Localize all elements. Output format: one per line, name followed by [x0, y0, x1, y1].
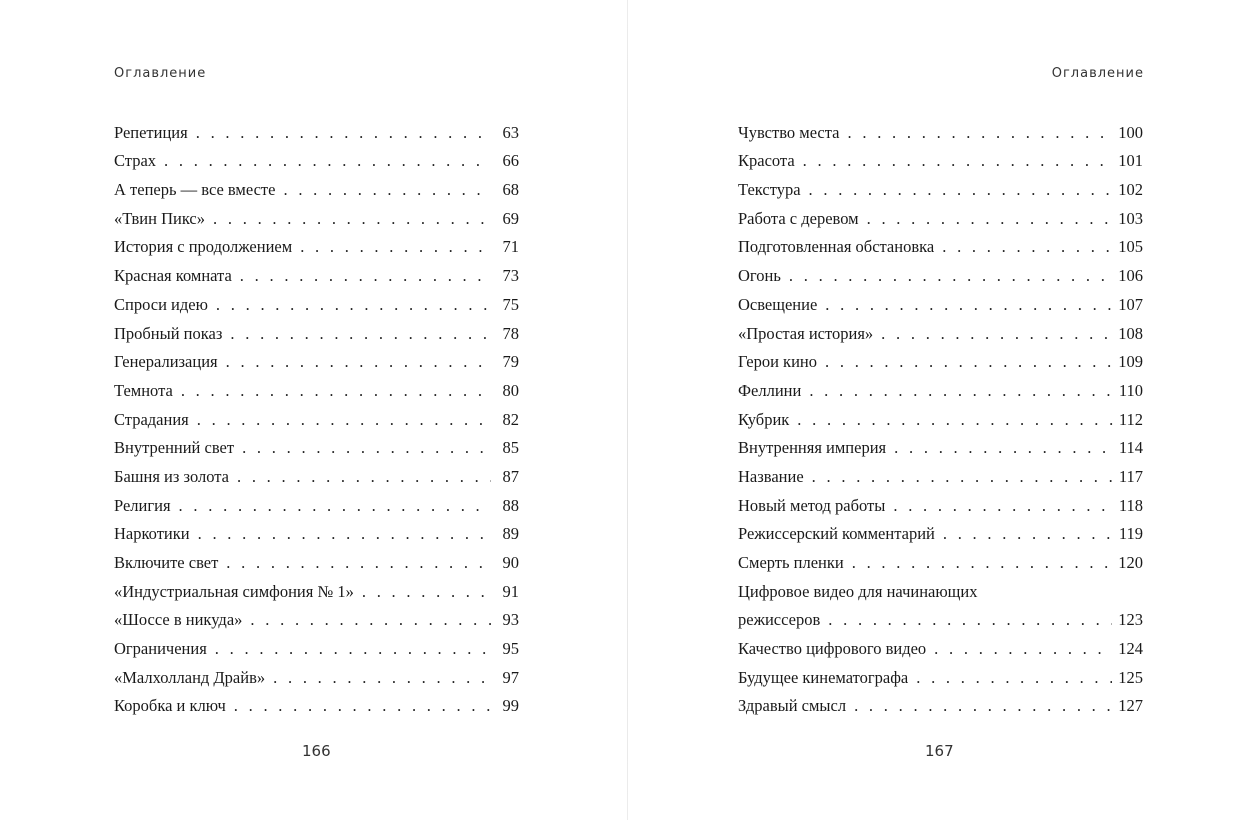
- dot-leader: [242, 438, 491, 458]
- toc-entry-page: 100: [1118, 122, 1143, 142]
- dot-leader: [881, 324, 1112, 344]
- dot-leader: [179, 496, 491, 516]
- dot-leader: [234, 696, 491, 716]
- dot-leader: [894, 438, 1113, 458]
- toc-entry-title: Репетиция: [114, 122, 188, 142]
- dot-leader: [216, 295, 491, 315]
- toc-entry-page: 109: [1118, 352, 1143, 372]
- toc-entry-title: Освещение: [738, 294, 818, 314]
- toc-entry[interactable]: [114, 143, 519, 172]
- toc-entry-page: 79: [502, 352, 519, 372]
- toc-entry-page: 106: [1118, 266, 1143, 286]
- toc-entry-title: «Шоссе в никуда»: [114, 610, 243, 630]
- toc-entry-page: 71: [502, 237, 519, 257]
- toc-entry-title: Смерть пленки: [738, 553, 844, 572]
- toc-entry-page: 114: [1118, 438, 1143, 458]
- toc-entry-title: Чувство места: [738, 122, 840, 142]
- toc-entry-page: 68: [502, 180, 519, 200]
- toc-entry-page: 103: [1118, 208, 1143, 228]
- toc-entry-page: 118: [1118, 495, 1143, 515]
- dot-leader: [215, 639, 491, 659]
- toc-entry[interactable]: [738, 286, 1143, 315]
- dot-leader: [943, 524, 1113, 544]
- toc-entry-page: 127: [1118, 696, 1143, 716]
- toc-entry-title: Коробка и ключ: [114, 696, 226, 716]
- toc-entry-page: 120: [1118, 553, 1143, 572]
- toc-entry[interactable]: [738, 688, 1143, 717]
- dot-leader: [852, 553, 1113, 573]
- toc-entry-title: История с продолжением: [114, 237, 293, 257]
- toc-entry-page: 101: [1118, 151, 1143, 171]
- toc-entry-title: Режиссерский комментарий: [738, 524, 935, 544]
- dot-leader: [893, 496, 1113, 516]
- toc-entry-title: Спроси идею: [114, 294, 208, 314]
- dot-leader: [240, 266, 491, 286]
- dot-leader: [197, 410, 491, 430]
- toc-entry-title: Герои кино: [738, 352, 817, 372]
- toc-entry[interactable]: [114, 659, 519, 688]
- toc-entry[interactable]: [738, 573, 1143, 630]
- toc-entry-title: Башня из золота: [114, 466, 229, 486]
- toc-entry[interactable]: [114, 544, 519, 573]
- toc-entry-page: 66: [502, 151, 519, 171]
- toc-entry[interactable]: [114, 200, 519, 229]
- toc-entry-page: 78: [502, 323, 519, 343]
- toc-entry[interactable]: [114, 487, 519, 516]
- toc-entry-page: 75: [502, 294, 519, 314]
- toc-entry-page: 124: [1118, 639, 1143, 659]
- toc-entry-page: 117: [1118, 466, 1143, 486]
- toc-entry-page: 90: [502, 553, 519, 572]
- dot-leader: [825, 295, 1112, 315]
- toc-entry-title: Религия: [114, 495, 171, 515]
- toc-entry[interactable]: [738, 114, 1143, 143]
- toc-entry-page: 112: [1118, 409, 1143, 429]
- toc-entry[interactable]: [114, 458, 519, 487]
- toc-entry-page: 105: [1118, 237, 1143, 257]
- running-head: Оглавление: [1051, 66, 1144, 81]
- toc-entry-page: 80: [502, 380, 519, 400]
- dot-leader: [848, 123, 1113, 143]
- toc-entry-title-continued: режиссеров: [738, 610, 821, 630]
- toc-entry-title: Генерализация: [114, 352, 218, 372]
- toc-entry-page: 123: [1118, 610, 1143, 630]
- toc-entry[interactable]: [738, 487, 1143, 516]
- toc-entry-title: Работа с деревом: [738, 208, 859, 228]
- dot-leader: [362, 582, 491, 602]
- dot-leader: [250, 610, 491, 630]
- toc-entry[interactable]: [738, 630, 1143, 659]
- toc-entry-title: Включите свет: [114, 553, 219, 572]
- toc-entry-title: Кубрик: [738, 409, 790, 429]
- toc-entry-page: 63: [502, 122, 519, 142]
- dot-leader: [789, 266, 1112, 286]
- dot-leader: [198, 524, 491, 544]
- toc-entry-page: 102: [1118, 180, 1143, 200]
- dot-leader: [237, 467, 491, 487]
- toc-entry[interactable]: [738, 458, 1143, 487]
- toc-entry[interactable]: [114, 171, 519, 200]
- page-number: 166: [302, 742, 331, 760]
- toc-entry[interactable]: [738, 200, 1143, 229]
- toc-entry-title: «Индустриальная симфония № 1»: [114, 581, 354, 601]
- toc-entry-page: 87: [502, 466, 519, 486]
- dot-leader: [226, 352, 491, 372]
- toc-entry[interactable]: [114, 344, 519, 373]
- dot-leader: [809, 180, 1113, 200]
- toc-entry-page: 91: [502, 581, 519, 601]
- dot-leader: [797, 410, 1113, 430]
- toc-entry-line2: [738, 610, 1143, 630]
- toc-entry[interactable]: [738, 143, 1143, 172]
- toc-entry-page: 97: [502, 667, 519, 687]
- dot-leader: [916, 668, 1112, 688]
- toc-entry-page: 85: [502, 438, 519, 458]
- dot-leader: [181, 381, 491, 401]
- toc-entry[interactable]: [114, 688, 519, 717]
- toc-entry[interactable]: [738, 401, 1143, 430]
- toc-entry-title: Страдания: [114, 409, 189, 429]
- toc-entry-title: Будущее кинематографа: [738, 667, 909, 687]
- toc-entry-page: 110: [1118, 380, 1143, 400]
- toc-entry-title: Новый метод работы: [738, 495, 886, 515]
- page-number: 167: [925, 742, 954, 760]
- toc-entry-title: Ограничения: [114, 639, 207, 659]
- dot-leader: [226, 553, 491, 573]
- dot-leader: [812, 467, 1113, 487]
- toc-entry-page: 73: [502, 266, 519, 286]
- dot-leader: [934, 639, 1112, 659]
- toc-entry[interactable]: [114, 401, 519, 430]
- toc-entry-page: 93: [502, 610, 519, 630]
- toc-entry-title: А теперь — все вместе: [114, 180, 276, 200]
- toc-entry[interactable]: [738, 372, 1143, 401]
- toc-entry-title: Качество цифрового видео: [738, 639, 927, 659]
- dot-leader: [867, 209, 1113, 229]
- toc-entry[interactable]: [114, 229, 519, 258]
- running-head: Оглавление: [114, 66, 207, 81]
- toc-entry-title: Подготовленная обстановка: [738, 237, 935, 257]
- toc-entry-title: «Малхолланд Драйв»: [114, 667, 266, 687]
- toc-entry[interactable]: [738, 516, 1143, 545]
- dot-leader: [283, 180, 491, 200]
- dot-leader: [803, 151, 1113, 171]
- toc-entry[interactable]: [114, 516, 519, 545]
- toc-entry-title: Страх: [114, 151, 157, 171]
- toc-entry[interactable]: [114, 372, 519, 401]
- toc-entry-title: Пробный показ: [114, 323, 223, 343]
- dot-leader: [230, 324, 491, 344]
- dot-leader: [213, 209, 491, 229]
- toc-entry[interactable]: [114, 630, 519, 659]
- dot-leader: [854, 696, 1112, 716]
- toc-entry-title: Темнота: [114, 380, 173, 400]
- toc-entry[interactable]: [738, 257, 1143, 286]
- toc-entry[interactable]: [114, 114, 519, 143]
- toc-entry-title: Феллини: [738, 380, 802, 400]
- toc-entry-title: «Твин Пикс»: [114, 208, 206, 228]
- toc-entry[interactable]: [738, 659, 1143, 688]
- toc-entry[interactable]: [114, 315, 519, 344]
- toc-entry[interactable]: [114, 257, 519, 286]
- toc-entry-title: Название: [738, 466, 804, 486]
- toc-entry-page: 119: [1118, 524, 1143, 544]
- toc-entry[interactable]: [114, 286, 519, 315]
- toc-entry-title: Внутренний свет: [114, 438, 235, 458]
- dot-leader: [942, 237, 1112, 257]
- dot-leader: [273, 668, 491, 688]
- dot-leader: [300, 237, 491, 257]
- dot-leader: [809, 381, 1113, 401]
- toc-entry-title: Цифровое видео для начинающих: [738, 582, 978, 602]
- toc-entry-page: 88: [502, 495, 519, 515]
- toc-entry-page: 89: [502, 524, 519, 544]
- dot-leader: [828, 610, 1112, 630]
- toc-entry[interactable]: [114, 573, 519, 602]
- table-of-contents: [738, 114, 1143, 716]
- right-page: [628, 0, 1250, 820]
- toc-entry-page: 95: [502, 639, 519, 659]
- toc-entry-title: «Простая история»: [738, 323, 874, 343]
- toc-entry-page: 99: [502, 696, 519, 716]
- toc-entry[interactable]: [738, 344, 1143, 373]
- toc-entry[interactable]: [738, 315, 1143, 344]
- toc-entry-title: Красная комната: [114, 266, 232, 286]
- toc-entry-title: Наркотики: [114, 524, 190, 544]
- toc-entry-page: 108: [1118, 323, 1143, 343]
- toc-entry[interactable]: [738, 430, 1143, 459]
- toc-entry-title: Текстура: [738, 180, 801, 200]
- toc-entry-title: Огонь: [738, 266, 781, 286]
- toc-entry[interactable]: [114, 430, 519, 459]
- dot-leader: [825, 352, 1112, 372]
- toc-entry-page: 82: [502, 409, 519, 429]
- toc-entry[interactable]: [738, 544, 1143, 573]
- toc-entry-title: Внутренняя империя: [738, 438, 887, 458]
- toc-entry[interactable]: [738, 229, 1143, 258]
- toc-entry[interactable]: [738, 171, 1143, 200]
- dot-leader: [164, 151, 491, 171]
- toc-entry-title: Здравый смысл: [738, 696, 847, 716]
- toc-entry-page: 69: [502, 208, 519, 228]
- dot-leader: [196, 123, 491, 143]
- toc-entry-page: 125: [1118, 667, 1143, 687]
- table-of-contents: [114, 114, 519, 716]
- toc-entry[interactable]: [114, 602, 519, 631]
- toc-entry-title: Красота: [738, 151, 795, 171]
- toc-entry-page: 107: [1118, 294, 1143, 314]
